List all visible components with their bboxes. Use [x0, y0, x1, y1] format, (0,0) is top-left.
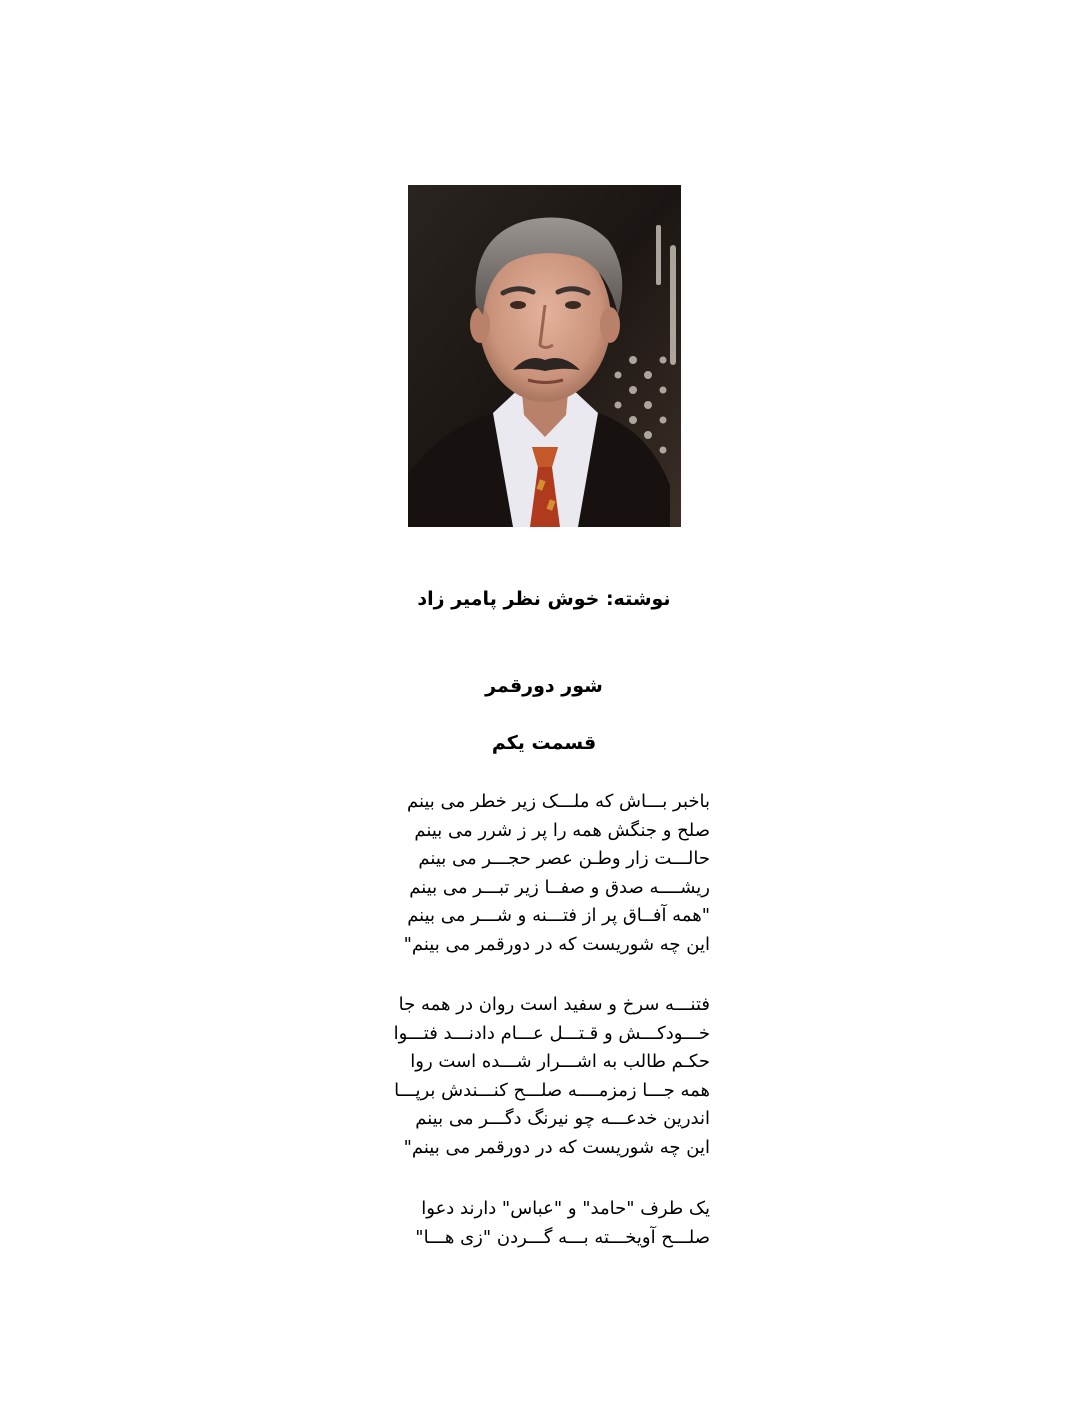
author-photo — [408, 185, 681, 527]
poem-line: همه جـــا زمزمــــه صلـــح کنـــندش برپـــا — [394, 1079, 710, 1101]
poem-line: فتنـــه سرخ و سفید است روان در همه جا — [398, 994, 710, 1015]
poem-line: باخبر بـــاش که ملـــک زیر خطر می بینم — [406, 791, 710, 812]
poem-line: یک طرف "حامد" و "عباس" دارند دعوا — [421, 1198, 710, 1219]
stanza-3 — [360, 1195, 710, 1252]
stanza-2 — [360, 991, 710, 1163]
poem-line: خـــودکـــش و قـتـــل عـــام دادنـــد فتـــوا — [393, 1022, 710, 1044]
part-label: قسمت یکم — [491, 732, 597, 754]
poem-line: حالـــت زار وطـن عصر حجـــر می بینم — [418, 848, 710, 870]
poem-line: حکـم طالب به اشـــرار شـــده است روا — [410, 1051, 710, 1073]
poem-title: شور دورقمر — [485, 675, 603, 697]
poem-line: این چه شوریست که در دورقمر می بینم" — [403, 1136, 710, 1158]
poem-line: اندرین خدعـــه چو نیرنگ دگـــر می بینم — [415, 1108, 710, 1130]
poem-line: "همه آفــاق پر از فتـــنه و شـــر می بینم — [407, 905, 710, 927]
poem-line: این چه شوریست که در دورقمر می بینم" — [403, 933, 710, 955]
author-line: نوشته: خوش نظر پامیر زاد — [417, 588, 671, 610]
poem-line: صلح و جنگش همه را پر ز شرر می بینم — [414, 819, 710, 841]
stanza-1 — [360, 788, 710, 960]
poem-line: ریشــــه صدق و صفــا زیر تبـــر می بینم — [409, 876, 710, 898]
poem-line: صلـــح آویخـــته بـــه گـــردن "زی هـــا" — [415, 1226, 710, 1248]
